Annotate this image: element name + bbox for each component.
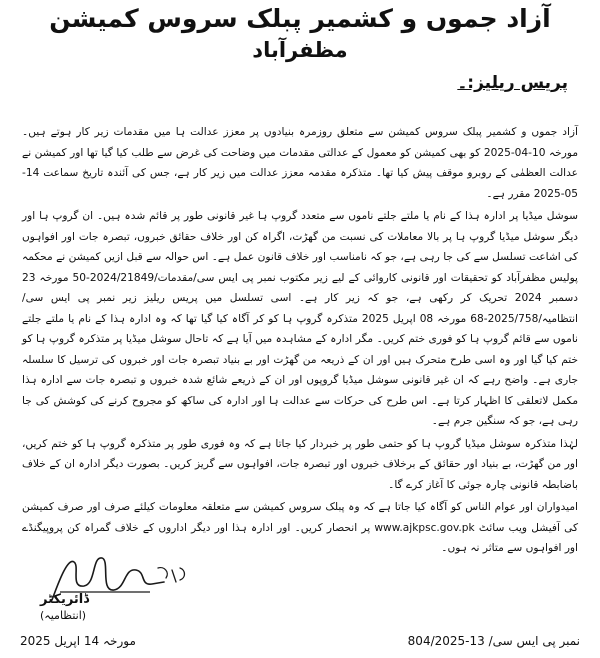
- city-name: مظفرآباد: [252, 38, 348, 62]
- signatory-title: ڈائریکٹر: [40, 592, 90, 607]
- paragraph-warning: لہٰذا متذکرہ سوشل میڈیا گروپ ہا کو حتمی طور پر خبردار کیا جاتا ہے کہ وہ فوری طور پر متذکرہ گروپ ہا کو ختم کریں، اور من گھڑت، بے بنیاد اور حقائق کے برخلاف خبروں اور تبصرہ جات، افواہوں سے گریز کریں۔ بصورت دیگر ادارہ ان کے خلاف باضابطہ قانونی چارہ جوئی کا آغاز کرے گا۔: [22, 437, 578, 491]
- signatory-department: (انتظامیہ): [40, 609, 87, 622]
- footer-reference: [20, 634, 580, 648]
- org-title: آزاد جموں و کشمیر پبلک سروس کمیشن: [49, 4, 551, 33]
- paragraph-court-cases: آزاد جموں و کشمیر پبلک سروس کمیشن سے متعلق روزمرہ بنیادوں پر معزز عدالت ہا میں مقدمات زیر کار ہوتے ہیں۔ مورخہ 10-04-2025 کو بھی کمیشن کو معمول کے عدالتی مقدمات میں وضاحت کی غرض سے طلب کیا گیا تھا اور کمیشن نے عدالت العظمٰی کے روبرو موقف پیش کیا تھا۔ متذکرہ مقدمہ معزز عدالت میں زیر کار ہے، جس کی آئندہ تاریخ سماعت 14-05-2025 مقرر ہے۔: [22, 126, 578, 200]
- issue-date: مورخہ 14 اپریل 2025: [20, 634, 136, 648]
- paragraph-official-website: امیدواران اور عوام الناس کو آگاہ کیا جاتا ہے کہ وہ پبلک سروس کمیشن سے متعلقہ معلومات کیلئے صرف اور صرف کمیشن کی آفیشل ویب سائٹ www.ajkpsc.gov.pk پر انحصار کریں۔ اور ادارہ ہذا اور دیگر اداروں کے خلاف گمراہ کن پروپیگنڈے اور افواہوں سے متاثر نہ ہوں۔: [22, 501, 579, 554]
- reference-number: نمبر پی ایس سی/ 13-804/2025: [407, 634, 580, 648]
- paragraph-social-media: سوشل میڈیا پر ادارہ ہذا کے نام یا ملتے جلتے ناموں سے متعدد گروپ ہا غیر قانونی طور پر قائم شدہ ہیں۔ ان گروپ ہا اور دیگر سوشل میڈیا گروپ ہا پر بالا معاملات کی نسبت من گھڑت، اگراہ کن اور خلاف حقائق خبروں، تبصرہ جات اور افواہوں کی اشاعت تسلسل سے کی جا رہی ہے، جو کہ نامناسب اور خلاف قانون عمل ہے۔ اس حوالہ سے قبل ازیں کمیشن نے محکمہ پولیس مظفرآباد کو تحقیقات اور قانونی کاروائی کے لیے زیر مکتوب نمبر پی ایس سی/مقدمات/2024/21849-50 مورخہ 23 دسمبر 2024 تحریک کر رکھی ہے، جو کہ زیر کار ہے۔ اسی تسلسل میں پریس ریلیز زیر نمبر پی ایس سی/انتظامیہ/2025/758-68 مورخہ 08 اپریل 2025 متذکرہ گروپ ہا کو کر آگاہ کیا گیا تھا کہ وہ ادارہ ہذا کے نام یا ملتے جلتے ناموں سے قائم گروپ ہا کو فوری ختم کریں۔ مگر ادارہ کے مشاہدہ میں آیا ہے کہ تاحال سوشل میڈیا پر متذکرہ گروپ ہا کو ختم کیا گیا اور وہ اسی طرح متحرک ہیں اور ان کے ذریعہ من گھڑت اور بے بنیاد تبصرہ جات اور خبروں کی ترسیل کا سلسلہ جاری ہے۔ واضح رہے کہ ان غیر قانونی سوشل میڈیا گروپوں اور ان کے ذریعے شائع شدہ خبروں و تبصرہ جات سے ادارہ ہذا مکمل لاتعلقی کا اظہار کرتا ہے۔ اس طرح کی حرکات سے عدالت ہا اور ادارہ کی ساکھ کو مجروح کرنے کی کوشش کی جا رہی ہے، جو کہ سنگین جرم ہے۔: [22, 210, 578, 427]
- body-text: [22, 122, 578, 561]
- press-release-heading: پریس ریلیز:۔: [457, 73, 568, 93]
